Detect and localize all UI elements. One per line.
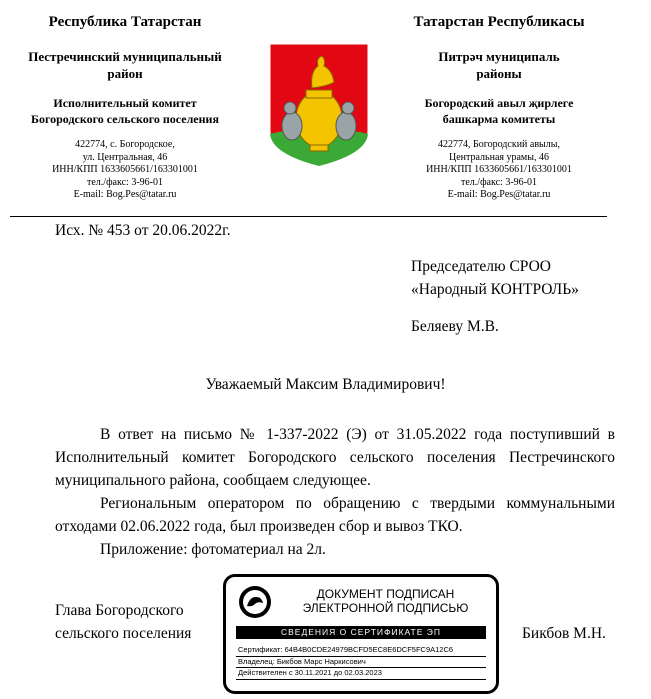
stamp-cert-header: СВЕДЕНИЯ О СЕРТИФИКАТЕ ЭП (236, 626, 486, 639)
greeting: Уважаемый Максим Владимирович! (205, 376, 446, 393)
coat-of-arms-icon (266, 42, 372, 168)
left-republic: Республика Татарстан (48, 14, 202, 30)
stamp-cert-details (236, 645, 486, 680)
right-committee: Богородский авыл җирлеге башкарма комитеты (424, 96, 574, 126)
outgoing-number: Исх. № 453 от 20.06.2022г. (55, 222, 231, 239)
stamp-valid: Действителен с 30.11.2021 до 02.03.2023 (236, 668, 486, 680)
signature-position: Глава Богородского сельского поселения (55, 602, 192, 642)
stamp-title: ДОКУМЕНТ ПОДПИСАН ЭЛЕКТРОННОЙ ПОДПИСЬЮ (302, 587, 469, 615)
right-address: 422774, Богородский авылы, Центральная урамы, 46 ИНН/КПП 1633605661/163301001 тел./факс: 3-96-01 E-mail: Bog.Pes@tatar.ru (426, 139, 572, 200)
right-district: Питрәч муниципаль районы (438, 49, 560, 81)
header-divider (10, 216, 607, 217)
left-address: 422774, с. Богородское, ул. Центральная, 46 ИНН/КПП 1633605661/163301001 тел./факс: 3-96-01 E-mail: Bog.Pes@tatar.ru (52, 139, 198, 200)
paragraph-1: В ответ на письмо № 1-337-2022 (Э) от 31.05.2022 года поступивший в Исполнительный комитет Богородского сельского поселения Пестречинского муниципального района, сообщаем следующее. (55, 426, 615, 489)
header-left (0, 0, 250, 202)
addressee: Председателю СРОО «Народный КОНТРОЛЬ» Беляеву М.В. (411, 258, 579, 335)
stamp-owner: Владелец: Бикбов Марс Наркисович (236, 657, 486, 669)
right-republic: Татарстан Республикасы (413, 14, 585, 30)
paragraph-2: Региональным оператором по обращению с твердыми коммунальными отходами 02.06.2022 года, был произведен сбор и вывоз ТКО. (55, 495, 615, 535)
signature-name: Бикбов М.Н. (522, 625, 606, 642)
header-right (374, 0, 624, 202)
paragraph-3: Приложение: фотоматериал на 2л. (100, 541, 326, 558)
left-committee: Исполнительный комитет Богородского сельского поселения (31, 96, 219, 126)
stamp-certificate: Сертификат: 64B4B0CDE24979BCFD5EC8E6DCF5FC9A12C6 (236, 645, 486, 657)
left-district: Пестречинский муниципальный район (28, 49, 222, 81)
tatarstan-emblem-icon (238, 585, 272, 619)
e-signature-stamp (223, 574, 499, 694)
